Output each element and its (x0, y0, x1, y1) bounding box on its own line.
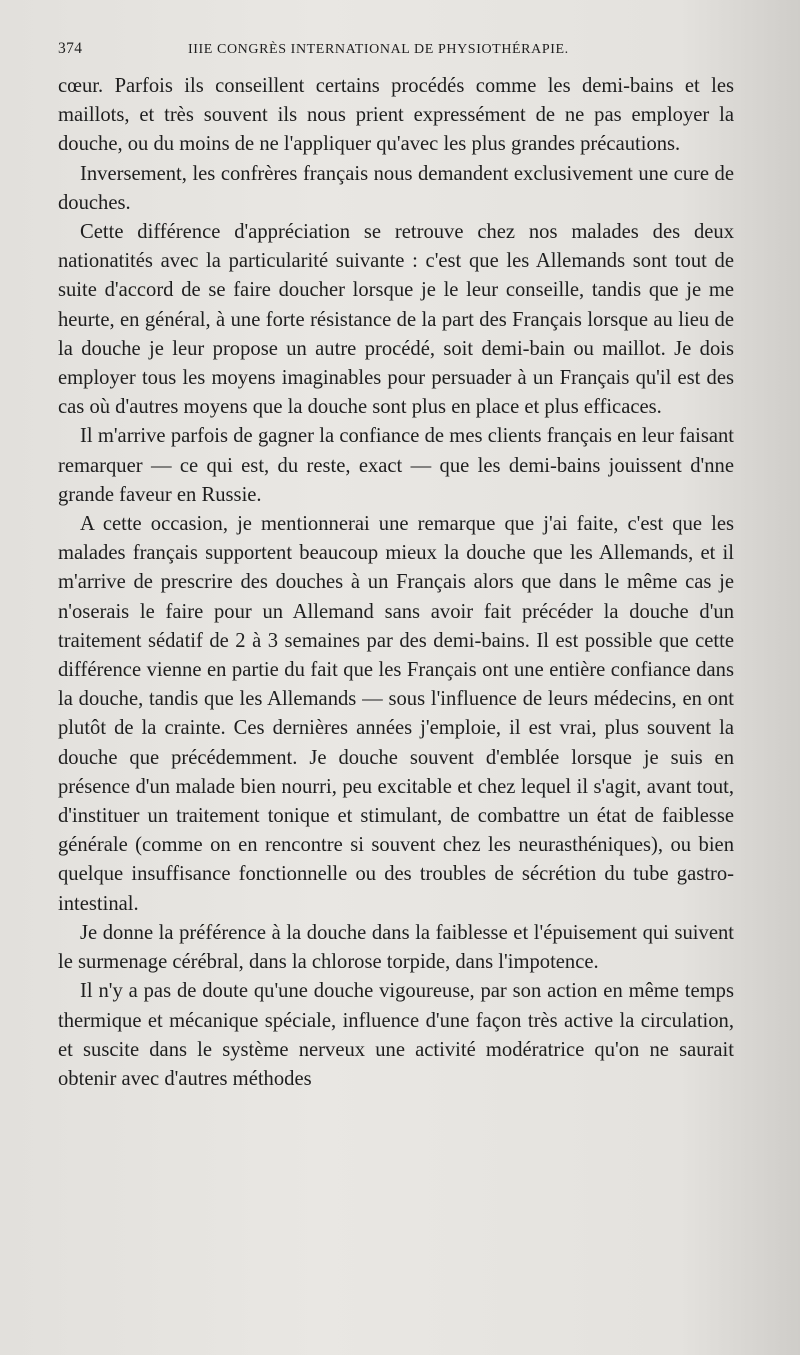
paragraph-continuation: cœur. Parfois ils conseillent certains procédés comme les demi-bains et les maillots, et très souvent ils nous prient expressément de ne pas employer la douche, ou du moins de ne l'appliquer qu'avec les plus grandes précautions. (58, 75, 734, 156)
paragraph: Cette différence d'appréciation se retrouve chez nos malades des deux nationatités avec la particularité suivante : c'est que les Allemands sont tout de suite d'accord de se faire doucher lorsque je le leur conseille, tandis que je me heurte, en général, à une forte résistance de la part des Français lorsque au lieu de la douche je leur propose un autre procédé, soit demi-bain ou maillot. Je dois employer tous les moyens imaginables pour persuader à un Français qu'il est des cas où d'autres moyens que la douche sont plus en place et plus efficaces. (58, 221, 734, 419)
paragraph: Je donne la préférence à la douche dans la faiblesse et l'épuisement qui suivent le surmenage cérébral, dans la chlorose torpide, dans l'impotence. (58, 921, 734, 974)
page-number: 374 (58, 40, 83, 57)
body-text (58, 72, 734, 1094)
paragraph: A cette occasion, je mentionnerai une remarque que j'ai faite, c'est que les malades français supportent beaucoup mieux la douche que les Allemands, et il m'arrive de prescrire des douches à un Français alors que dans le même cas je n'oserais le faire pour un Allemand sans avoir fait précéder la douche d'un traitement sédatif de 2 à 3 semaines par des demi-bains. Il est possible que cette différence vienne en partie du fait que les Français ont une entière confiance dans la douche, tandis que les Allemands — sous l'influence de leurs médecins, en ont plutôt de la crainte. Ces dernières années j'emploie, il est vrai, plus souvent la douche que précédemment. Je douche souvent d'emblée lorsque je suis en présence d'un malade bien nourri, peu excitable et chez lequel il s'agit, avant tout, d'instituer un traitement tonique et stimulant, de combattre un état de faiblesse générale (comme on en rencontre si souvent chez les neurasthéniques), ou bien quelque insuffisance fonctionnelle ou des troubles de sécrétion du tube gastro-intestinal. (58, 513, 734, 915)
running-title: IIIE CONGRÈS INTERNATIONAL DE PHYSIOTHÉRAPIE. (188, 42, 569, 57)
paragraph: Il m'arrive parfois de gagner la confiance de mes clients français en leur faisant remarquer — ce qui est, du reste, exact — que les demi-bains jouissent d'nne grande faveur en Russie. (58, 425, 734, 506)
running-head (58, 40, 734, 72)
paragraph: Inversement, les confrères français nous demandent exclusivement une cure de douches. (58, 162, 734, 214)
paragraph: Il n'y a pas de doute qu'une douche vigoureuse, par son action en même temps thermique et mécanique spéciale, influence d'une façon très active la circulation, et suscite dans le système nerveux une activité modératrice qu'on ne saurait obtenir avec d'autres méthodes (58, 980, 734, 1090)
